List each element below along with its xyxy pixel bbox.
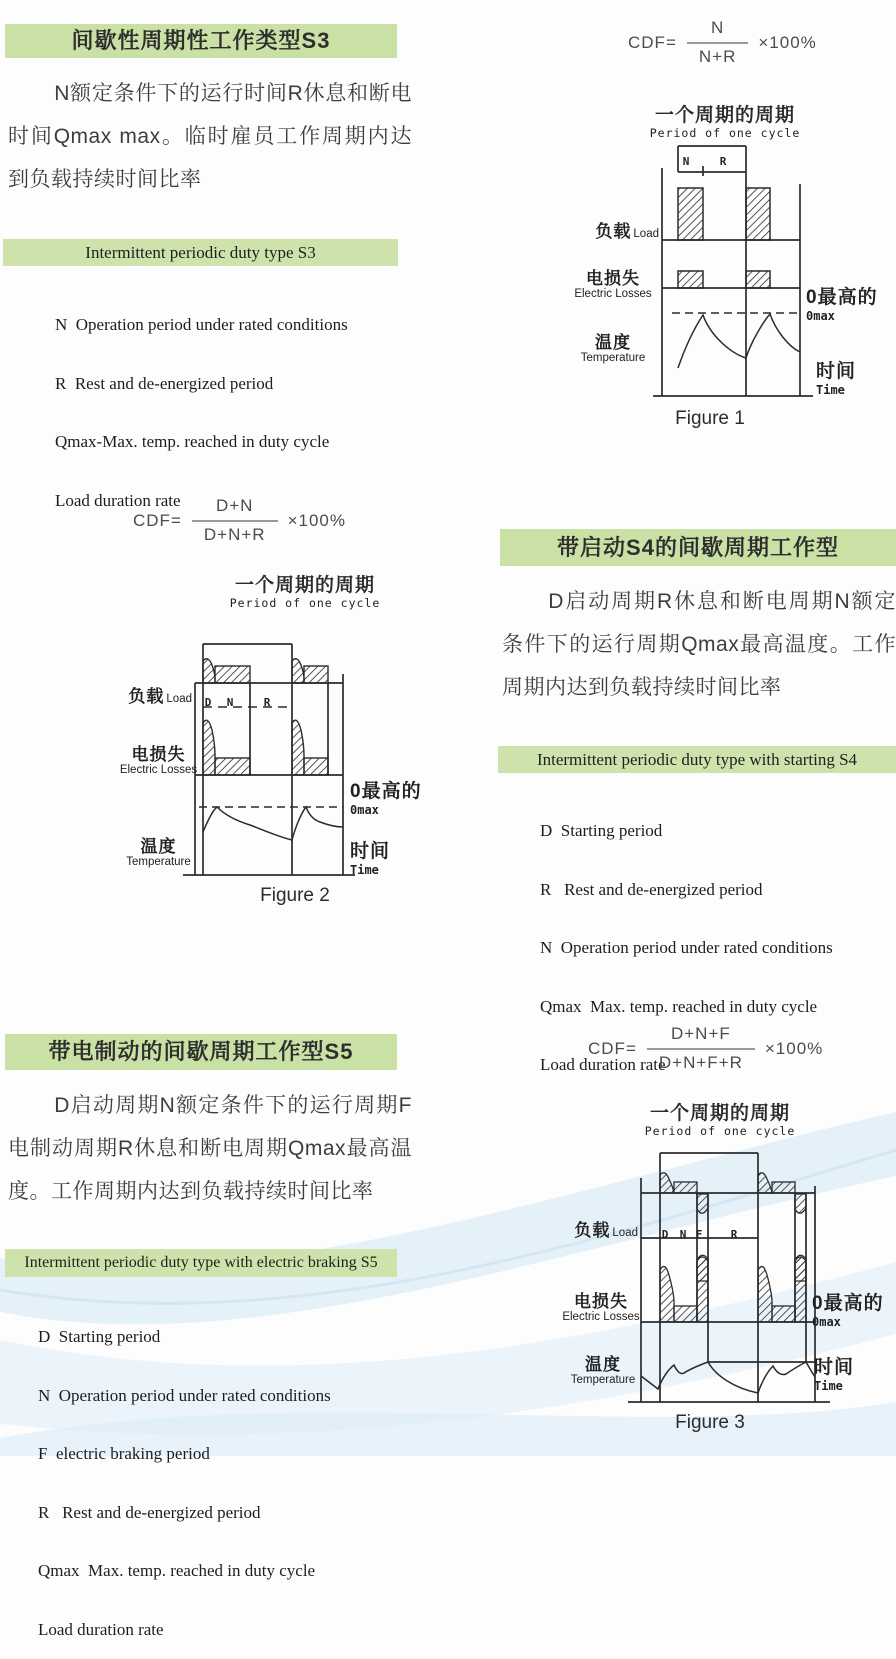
figure3-period-label: N (679, 1228, 687, 1241)
figure3-losses-label: 电损失 Electric Losses (562, 1292, 640, 1323)
figure1-cycle-label-zh: 一个周期的周期 (654, 105, 795, 126)
s3-formula-lhs: CDF= (628, 32, 677, 52)
figure3-block (560, 1016, 896, 1456)
figure2-cycle-label-en: Period of one cycle (229, 596, 381, 610)
figure2-time-label: 时间 Time (350, 841, 391, 877)
figure3-cycle-label-zh: 一个周期的周期 (649, 1103, 790, 1124)
figure1-losses-label: 电损失 Electric Losses (574, 269, 652, 300)
s4-formula-denominator: D+N+R (192, 520, 278, 545)
s4-formula-rhs: ×100% (287, 510, 346, 530)
figure1-time-label: 时间 Time (816, 361, 857, 397)
figure2-max-label: 0最高的 0max (350, 781, 422, 817)
figure1-caption: Figure 1 (675, 408, 745, 429)
s3-formula-fraction (687, 18, 748, 67)
s5-formula-numerator: D+N+F (670, 1024, 731, 1043)
s5-legend-line: F electric braking period (38, 1444, 210, 1463)
s4-paragraph: D启动周期R休息和断电周期N额定条件下的运行周期Qmax最高温度。工作周期内达到负载持续时间比率 (502, 590, 896, 699)
s3-english-title-bar: Intermittent periodic duty type S3 (3, 239, 398, 266)
figure1-hatched-load-losses (678, 188, 770, 288)
s3-formula-denominator: N+R (687, 42, 748, 67)
figure3-cycle-label-en: Period of one cycle (644, 1124, 796, 1138)
figure3-temperature-curve (641, 1362, 815, 1393)
s4-english-title-bar: Intermittent periodic duty type with starting S4 (498, 746, 896, 773)
figure2-period-label: D (204, 696, 212, 709)
figure3-max-label: 0最高的 0max (812, 1293, 884, 1329)
s5-legend-line: Qmax Max. temp. reached in duty cycle (38, 1561, 316, 1580)
figure2-block (95, 488, 465, 918)
figure1-max-label: 0最高的 0max (806, 287, 878, 323)
s5-english-title-bar: Intermittent periodic duty type with electric braking S5 (5, 1249, 397, 1277)
figure2-load-label: 负载 Load (128, 687, 192, 706)
s3-formula-numerator: N (710, 18, 725, 37)
s5-formula (588, 1024, 823, 1073)
figure3-period-label: R (730, 1228, 738, 1241)
s4-legend-line: Qmax Max. temp. reached in duty cycle (540, 996, 818, 1016)
figure2-temperature-label: 温度 Temperature (126, 837, 191, 868)
s3-legend-line: Load duration rate (55, 490, 181, 510)
figure3-time-label: 时间 Time (814, 1357, 855, 1393)
s5-legend (38, 1288, 331, 1659)
s4-title-bar: 带启动S4的间歇周期工作型 (500, 529, 896, 566)
s5-legend-line: Load duration rate (38, 1619, 164, 1639)
s3-title-bar: 间歇性周期性工作类型S3 (5, 24, 397, 58)
figure3-temperature-label: 温度 Temperature (570, 1355, 636, 1386)
figure1-cycle-label-en: Period of one cycle (649, 126, 801, 140)
s3-paragraph: N额定条件下的运行时间R休息和断电时间Qmax max。临时雇员工作周期内达到负载持续时间比率 (8, 82, 412, 191)
s5-legend-line: D Starting period (38, 1327, 161, 1346)
figure1-block (560, 16, 896, 436)
s5-legend-line: N Operation period under rated conditions (38, 1385, 331, 1405)
s3-legend-line: N Operation period under rated conditions (55, 315, 348, 334)
s5-formula-fraction (647, 1024, 755, 1073)
figure1-period-label: R (719, 155, 727, 168)
s4-formula (133, 496, 346, 545)
s3-legend-line: Qmax-Max. temp. reached in duty cycle (55, 432, 330, 451)
s3-legend-line: R Rest and de-energized period (55, 373, 274, 393)
s4-legend-line: Load duration rate (540, 1055, 666, 1074)
s5-paragraph: D启动周期N额定条件下的运行周期F电制动周期R休息和断电周期Qmax最高温度。工作周期内达到负载持续时间比率 (8, 1094, 412, 1203)
figure3-hatched-load-losses (660, 1173, 806, 1322)
s5-formula-denominator: D+N+F+R (647, 1048, 755, 1073)
figure1-frame-lines (653, 146, 813, 396)
s5-title-bar: 带电制动的间歇周期工作型S5 (5, 1034, 397, 1070)
figure1-load-label: 负载 Load (595, 222, 659, 241)
figure2-cycle-label-zh: 一个周期的周期 (234, 575, 375, 596)
s4-formula-lhs: CDF= (133, 510, 182, 530)
s4-formula-numerator: D+N (215, 496, 254, 515)
s4-legend-line: N Operation period under rated conditions (540, 938, 833, 957)
figure2-temperature-curve (203, 807, 343, 840)
figure1-period-label: N (682, 155, 690, 168)
figure3-caption: Figure 3 (675, 1412, 745, 1433)
figure1-temperature-curve (678, 314, 800, 368)
figure2-period-label: R (263, 696, 271, 709)
figure3-period-label: D (661, 1228, 669, 1241)
s3-formula (628, 18, 817, 67)
figure2-losses-label: 电损失 Electric Losses (119, 745, 198, 776)
s3-formula-rhs: ×100% (758, 32, 817, 52)
s4-legend-line: D Starting period (540, 821, 663, 840)
figure1-temperature-label: 温度 Temperature (580, 333, 646, 364)
figure3-period-label: F (695, 1228, 703, 1241)
s4-legend-line: R Rest and de-energized period (540, 879, 763, 899)
s5-formula-lhs: CDF= (588, 1038, 637, 1058)
figure2-period-label: N (226, 696, 234, 709)
s5-legend-line: R Rest and de-energized period (38, 1502, 261, 1522)
figure3-load-label: 负载 Load (574, 1221, 638, 1240)
s4-formula-fraction (192, 496, 278, 545)
figure2-caption: Figure 2 (260, 885, 330, 906)
s5-formula-rhs: ×100% (764, 1038, 824, 1058)
